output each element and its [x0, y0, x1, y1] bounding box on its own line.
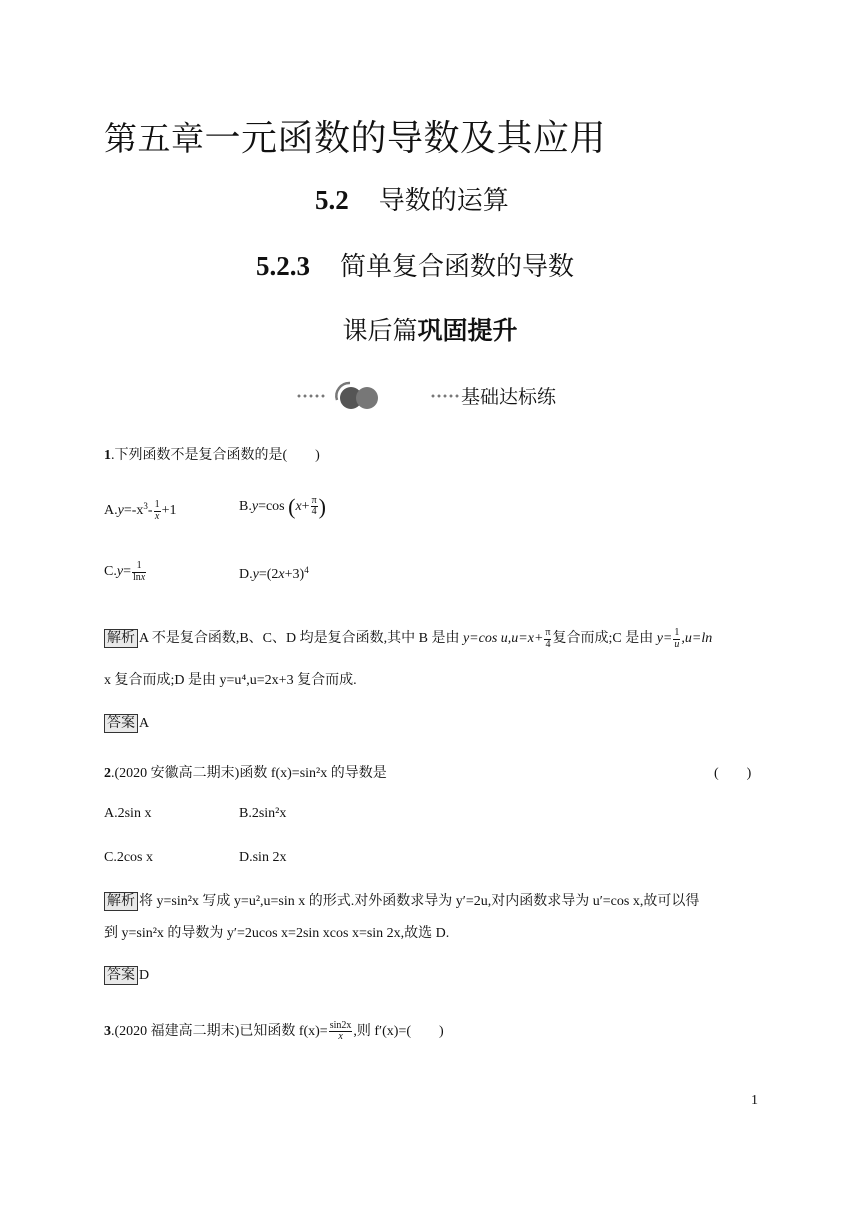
- var-x: x: [278, 567, 285, 582]
- exponent: 3: [143, 501, 148, 512]
- question-2-stem: [104, 762, 387, 782]
- analysis-tag: 解析: [104, 892, 138, 911]
- q1-option-a: [104, 500, 176, 522]
- q2-option-c: C.2cos x: [104, 850, 153, 865]
- var-y: y: [116, 564, 124, 580]
- denominator: 4: [311, 506, 317, 518]
- numerator: 1: [132, 561, 146, 573]
- math-text: =cos: [258, 499, 289, 514]
- q2-option-a: A.2sin x: [104, 806, 152, 821]
- q1-option-d: [239, 565, 309, 583]
- question-2-paren: ( ): [714, 766, 752, 781]
- fraction: [544, 628, 551, 650]
- answer-value: D: [139, 968, 150, 983]
- fraction: [154, 500, 161, 522]
- dots-right-icon: [430, 394, 460, 398]
- math-text: =-x: [123, 503, 144, 519]
- q1-analysis-line-2: x 复合而成;D 是由 y=u⁴,u=2x+3 复合而成.: [104, 673, 357, 688]
- fraction: [329, 1021, 353, 1043]
- double-circle-icon: [332, 378, 382, 412]
- q2-analysis-line-2: 到 y=sin²x 的导数为 y′=2ucos x=2sin xcos x=sin 2x,故选 D.: [104, 926, 450, 941]
- fraction: [132, 561, 146, 583]
- analysis-text: 复合而成;C 是由: [552, 631, 657, 647]
- section-title: 导数的运算: [378, 186, 509, 216]
- right-paren: ): [318, 494, 326, 519]
- q2-option-b: B.2sin²x: [239, 806, 287, 821]
- denominator: 4: [545, 638, 551, 650]
- chapter-heading: [104, 110, 606, 161]
- math-text: =: [123, 564, 131, 580]
- math-text: =(2: [258, 567, 279, 582]
- left-paren: (: [288, 494, 296, 519]
- q1-option-b: [239, 494, 326, 520]
- math-text: +: [301, 499, 310, 514]
- var-y: y: [251, 499, 259, 514]
- numerator: 1: [154, 499, 160, 510]
- question-text: .(2020 安徽高二期末)函数 f(x)=sin²x 的导数是: [111, 766, 387, 781]
- answer-value: A: [139, 716, 150, 731]
- analysis-math: ,u=ln: [681, 631, 713, 647]
- option-label: B.: [239, 499, 252, 514]
- analysis-math: y=: [656, 631, 673, 647]
- numerator: π: [545, 627, 551, 638]
- part-title-normal: 课后篇: [342, 316, 418, 345]
- analysis-text: A 不是复合函数,B、C、D 均是复合函数,其中 B 是由: [139, 631, 463, 647]
- part-title: [0, 311, 860, 347]
- banner-label: 基础达标练: [461, 386, 557, 408]
- numerator: π: [311, 494, 317, 506]
- math-text: +3): [284, 567, 305, 582]
- question-number: 3: [104, 1024, 111, 1039]
- fraction: [311, 496, 318, 518]
- option-label: A.: [104, 503, 118, 519]
- analysis-tag: 解析: [104, 629, 138, 648]
- dots-left-icon: [296, 394, 326, 398]
- q2-analysis-line-1: [104, 892, 699, 912]
- subsection-number: 5.2.3: [256, 251, 310, 281]
- question-text: ,则 f′(x)=( ): [353, 1024, 444, 1039]
- question-number: 2: [104, 766, 111, 781]
- math-text: -: [147, 503, 153, 519]
- numerator: 1: [674, 627, 680, 638]
- option-label: D.: [239, 567, 253, 582]
- denominator: x: [338, 1031, 343, 1043]
- subsection-heading: [256, 246, 574, 283]
- subsection-title: 简单复合函数的导数: [340, 252, 575, 282]
- chapter-prefix: 第五章: [104, 119, 205, 158]
- q2-answer: [104, 966, 149, 986]
- denominator: x: [154, 510, 160, 522]
- q1-answer: [104, 714, 149, 734]
- question-text: .(2020 福建高二期末)已知函数 f(x)=: [111, 1024, 328, 1039]
- denominator: [132, 573, 146, 584]
- chapter-title: 一元函数的导数及其应用: [204, 118, 607, 159]
- var-y: y: [252, 567, 259, 582]
- numerator: sin2x: [329, 1019, 352, 1031]
- var-x: x: [295, 499, 302, 514]
- q1-analysis-line-1: [104, 628, 712, 650]
- option-label: C.: [104, 564, 117, 580]
- q1-option-c: [104, 561, 147, 583]
- q2-option-d: D.sin 2x: [239, 850, 287, 865]
- page-number: 1: [751, 1093, 758, 1108]
- question-1-stem: [104, 444, 320, 464]
- answer-tag: 答案: [104, 714, 138, 733]
- part-title-bold: 巩固提升: [417, 316, 518, 345]
- section-number: 5.2: [315, 185, 349, 215]
- exponent: 4: [304, 565, 309, 575]
- var-x: x: [140, 571, 146, 583]
- fraction: [673, 628, 680, 650]
- var-y: y: [117, 503, 124, 519]
- denominator-text: ln: [132, 571, 141, 583]
- denominator: u: [674, 638, 680, 650]
- question-number: 1: [104, 448, 111, 463]
- math-text: +1: [161, 503, 177, 519]
- question-text: .下列函数不是复合函数的是( ): [111, 448, 320, 463]
- section-heading: [315, 180, 509, 217]
- question-3-stem: [104, 1020, 444, 1043]
- answer-tag: 答案: [104, 966, 138, 985]
- analysis-math: y=cos u,u=x+: [462, 631, 544, 647]
- analysis-text: 将 y=sin²x 写成 y=u²,u=sin x 的形式.对外函数求导为 y′=2u,对内函数求导为 u′=cos x,故可以得: [139, 894, 700, 909]
